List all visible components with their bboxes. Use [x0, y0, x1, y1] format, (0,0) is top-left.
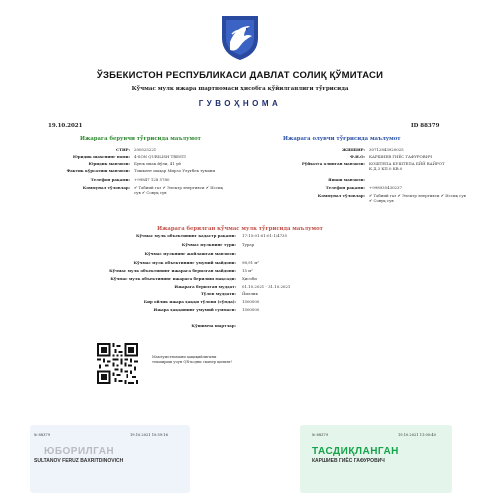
- row-label: ЖШШИР:: [341, 147, 365, 152]
- issue-date: 19.10.2021: [48, 123, 83, 129]
- row-label: Ижарага берилган муддат:: [174, 284, 236, 289]
- row-label: Кўчмас мулк объектининг ижарага берилган майдони:: [109, 268, 236, 273]
- card-timestamp: 19.10.2021 10:59:16: [130, 433, 168, 437]
- approved-card: [300, 425, 452, 493]
- row-value: 01.10.2021 - 31.10.2021: [242, 284, 291, 289]
- row-label: СТИР:: [115, 147, 130, 152]
- row-label: Ижара ҳаққининг умумий суммаси:: [153, 307, 236, 312]
- card-id: № 88379: [312, 433, 328, 437]
- row-value: 1500000: [242, 299, 260, 304]
- row-label: Рўйхатга олинган манзили:: [301, 161, 365, 166]
- row-value: 4-SON QURILISH TRESTI: [134, 154, 186, 159]
- row-value: 30712843920025: [369, 147, 404, 152]
- row-label: Қўшимча шартлар:: [191, 323, 236, 328]
- row-label: Кўчмас мулк объектининг ижарага берилиш мақсади:: [110, 276, 236, 281]
- row-label: Фактик кўрсатиш манзили:: [66, 168, 130, 173]
- row-value: Турар: [242, 242, 255, 247]
- row-label: Телефон рақами:: [90, 177, 130, 182]
- row-label: Телефон рақами:: [325, 185, 365, 190]
- document-title: ГУВОҲНОМА: [198, 99, 282, 108]
- qr-instruction: Маълумотномани ҳақиқийлигини текшириш учун QR-кодни сканер қилинг!: [152, 355, 233, 364]
- row-label: Тўлов муддати:: [200, 291, 236, 296]
- row-label: Кўчмас мулк объектининг кадастр рақами:: [135, 233, 236, 238]
- submitted-card: [30, 425, 190, 493]
- org-title: ЎЗБЕКИСТОН РЕСПУБЛИКАСИ ДАВЛАТ СОЛИҚ ҚЎМИТАСИ: [96, 70, 384, 81]
- row-label: Ф.И.О:: [350, 154, 365, 159]
- row-value: 98,91 м²: [242, 260, 259, 265]
- row-value: Тошкент шаҳар Мирзо Улуғбек тумани: [134, 168, 216, 173]
- row-value: Буюк ипак йўли, 41 уй: [134, 161, 181, 166]
- row-value: Ҳисоби: [242, 276, 257, 281]
- row-label: Кўчмас мулкнинг жойлашган манзили:: [144, 251, 236, 256]
- qr-code[interactable]: [97, 343, 138, 384]
- lessor-section-title: Ижарага берувчи тўғрисида маълумот: [80, 136, 201, 142]
- row-value: +99847 128 5780: [134, 177, 170, 182]
- approver-name: КАРШИЕВ ГИЁС ГАФУРОВИЧ: [312, 458, 385, 464]
- row-value: 15 м²: [242, 268, 253, 273]
- property-section-title: Ижарага берилган кўчмас мулк тўғрисида маълумот: [157, 226, 323, 232]
- row-value: 17:15:01:01:01:1/4735: [242, 233, 287, 238]
- document-subtitle: Кўчмас мулк ижара шартномаси ҳисобга қўйилганлиги тўғрисида: [131, 86, 349, 92]
- row-value: +998935430237: [369, 185, 402, 190]
- row-value: ✔ Табиий газ ✔ Электр энергияси ✔ Иссиқ сув ✔ Совуқ сув: [134, 185, 223, 195]
- tax-committee-logo: [214, 12, 266, 62]
- row-label: Юридик шахснинг номи:: [72, 154, 130, 159]
- row-label: Кўчмас мулк объектининг умумий майдони:: [133, 260, 236, 265]
- row-value: 1500000: [242, 307, 260, 312]
- row-value: Йиллик: [242, 291, 258, 296]
- submitter-name: SULTANOV FERUZ BAXRITDINOVICH: [34, 458, 124, 464]
- document-id: ID 88379: [411, 123, 440, 129]
- submitted-stamp: ЮБОРИЛГАН: [44, 446, 115, 457]
- row-label: Коммунал тўловлар:: [317, 193, 365, 198]
- row-value: КАРШИЕВ ГИЁС ГАФУРОВИЧ: [369, 154, 432, 159]
- row-value: ✔ Табиий газ ✔ Электр энергияси ✔ Иссиқ сув ✔ Совуқ сув: [369, 193, 466, 203]
- row-label: Бир ойлик ижара ҳаққи тўлови (сўмда):: [143, 299, 236, 304]
- row-value: КОШТЕПА КУШТЕПА БЙЙ ВАЙРОТ К.Д.3 КП.0 КВ.0: [369, 161, 445, 171]
- card-timestamp: 19.10.2021 11:00:40: [398, 433, 436, 437]
- row-label: Яшаш манзили:: [328, 177, 365, 182]
- row-label: Юридик манзили:: [88, 161, 130, 166]
- row-label: Кўчмас мулкнинг тури:: [181, 242, 236, 247]
- lessee-section-title: Ижарага олувчи тўғрисида маълумот: [283, 136, 401, 142]
- row-label: Коммунал тўловлар:: [82, 185, 130, 190]
- approved-stamp: ТАСДИҚЛАНГАН: [312, 446, 399, 457]
- card-id: № 88379: [34, 433, 50, 437]
- row-value: 200525221: [134, 147, 157, 152]
